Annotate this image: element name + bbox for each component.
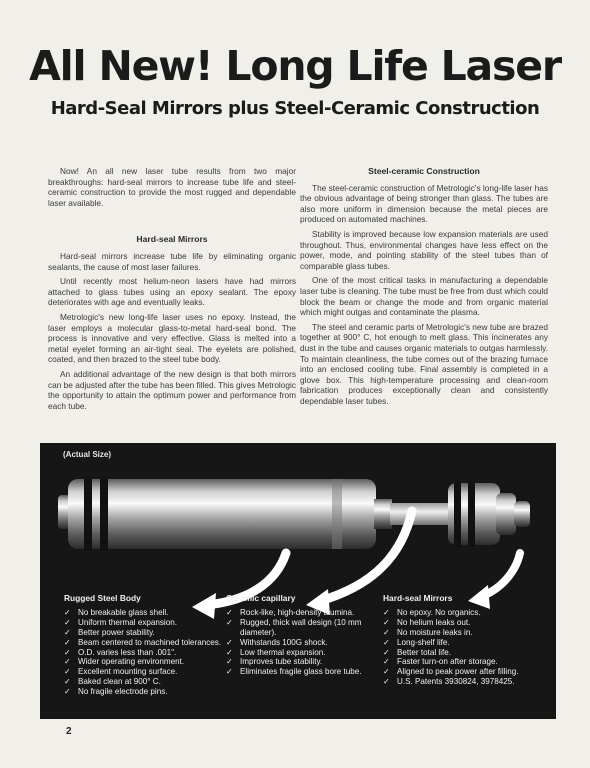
body-paragraph: The steel and ceramic parts of Metrologic's new tube are brazed together at 900° C, hot enough to melt glass. This incinerates any dust in the tube and causes organic materials to outgas harmlessly. To maintain cleanliness, the tube comes out of the brazing furnace into an enclosed cooling tube. Final assembly is completed in a glove box. This high-temperature processing and clean-room fabrication produces exceptionally clean and consistently dependable laser tubes. [300, 321, 548, 406]
checkmark-icon: ✓ [226, 647, 233, 657]
feature-item: ✓ Improves tube stability. [226, 657, 323, 667]
feature-item: ✓ No breakable glass shell. [64, 607, 169, 617]
checkmark-icon: ✓ [64, 607, 71, 617]
checkmark-icon: ✓ [64, 677, 71, 687]
checkmark-icon: ✓ [383, 647, 390, 657]
checkmark-icon: ✓ [383, 627, 390, 637]
feature-item: ✓ No moisture leaks in. [383, 627, 473, 637]
feature-item: ✓ Eliminates fragile glass bore tube. [226, 667, 362, 677]
page-number: 2 [66, 726, 72, 737]
checkmark-icon: ✓ [383, 637, 390, 647]
feature-item: ✓ Long-shelf life. [383, 637, 450, 647]
body-paragraph: One of the most critical tasks in manufacturing a dependable laser tube is cleaning. The tube must be free from dust which could block the beam or change the mode and from organic material which might outgas and contaminate the plasma. [300, 275, 548, 318]
checkmark-icon: ✓ [64, 687, 71, 697]
feature-title: Ceramic capillary [226, 593, 296, 603]
checkmark-icon: ✓ [383, 607, 390, 617]
feature-ceramic-capillary [226, 594, 376, 677]
feature-item: ✓ Better total life. [383, 647, 451, 657]
feature-title: Rugged Steel Body [64, 593, 141, 603]
feature-item: ✓ Excellent mounting surface. [64, 667, 178, 677]
right-column [300, 166, 548, 410]
steel-ceramic-heading: Steel-ceramic Construction [368, 166, 480, 176]
actual-size-caption: (Actual Size) [63, 450, 112, 459]
page-subtitle: Hard-Seal Mirrors plus Steel-Ceramic Construction [50, 98, 540, 119]
checkmark-icon: ✓ [64, 637, 71, 647]
checkmark-icon: ✓ [64, 627, 71, 637]
intro-paragraph: Now! An all new laser tube results from two major breakthroughs: hard-seal mirrors to increase tube life and steel-ceramic construction to provide the most rugged and dependable laser available. [48, 166, 296, 208]
laser-tube-photo [40, 443, 556, 719]
feature-item: ✓ No epoxy. No organics. [383, 607, 481, 617]
body-paragraph: Stability is improved because low expansion materials are used throughout. Thus, environmental changes have less effect on the power, mode, and pointing stability of the steel tubes than of comparable glass tubes. [300, 228, 548, 271]
checkmark-icon: ✓ [64, 647, 71, 657]
checkmark-icon: ✓ [64, 617, 71, 627]
checkmark-icon: ✓ [383, 657, 390, 667]
checkmark-icon: ✓ [226, 607, 233, 617]
feature-item: ✓ Uniform thermal expansion. [64, 617, 177, 627]
page-title: All New! Long Life Laser [29, 42, 561, 90]
left-column [48, 166, 296, 415]
feature-item: ✓ Rugged, thick wall design (10 mm diameter). [226, 617, 362, 637]
feature-item: ✓ Baked clean at 900° C. [64, 677, 161, 687]
feature-item: ✓ No helium leaks out. [383, 617, 471, 627]
checkmark-icon: ✓ [64, 667, 71, 677]
body-paragraph: Metrologic's new long-life laser uses no epoxy. Instead, the laser employs a molecular glass-to-metal hard-seal bond. The process is innovative and very effective. Glass is melted into a metal eyelet forming an air-tight seal. The eyelets are polished, coated, and then brazed to the steel tube body. [48, 311, 296, 365]
body-paragraph: Until recently most helium-neon lasers have had mirrors attached to glass tubes using an epoxy sealant. The epoxy deteriorates with age and eventually leaks. [48, 276, 296, 308]
hard-seal-heading: Hard-seal Mirrors [136, 234, 208, 245]
body-paragraph: Hard-seal mirrors increase tube life by eliminating organic sealants, the cause of most laser failures. [48, 250, 296, 272]
feature-item: ✓ Beam centered to machined tolerances. [64, 637, 222, 647]
feature-item: ✓ Better power stability. [64, 627, 155, 637]
feature-item: ✓ Faster turn-on after storage. [383, 657, 498, 667]
feature-item: ✓ U.S. Patents 3930824, 3978425. [383, 677, 515, 687]
body-paragraph: An additional advantage of the new design is that both mirrors can be adjusted after the tube has been filled. This gives Metrologic the opportunity to attain the optimum power and performance from each tube. [48, 368, 296, 411]
feature-rugged-steel-body [64, 594, 234, 697]
feature-item: ✓ Aligned to peak power after filling. [383, 667, 519, 677]
feature-item: ✓ No fragile electrode pins. [64, 687, 168, 697]
checkmark-icon: ✓ [383, 617, 390, 627]
checkmark-icon: ✓ [64, 657, 71, 667]
feature-item: ✓ Wider operating environment. [64, 657, 185, 667]
checkmark-icon: ✓ [226, 617, 233, 627]
feature-item: ✓ O.D. varies less than .001". [64, 647, 177, 657]
checkmark-icon: ✓ [383, 677, 390, 687]
checkmark-icon: ✓ [226, 657, 233, 667]
checkmark-icon: ✓ [226, 637, 233, 647]
feature-hard-seal-mirrors [383, 594, 553, 687]
feature-item: ✓ Withstands 100G shock. [226, 637, 328, 647]
checkmark-icon: ✓ [383, 667, 390, 677]
body-paragraph: The steel-ceramic construction of Metrologic's long-life laser has the obvious advantage of being stronger than glass. The tubes are also more uniform in dimension because the metal pieces are produced on automated machines. [300, 182, 548, 225]
feature-item: ✓ Rock-like, high-density alumina. [226, 607, 355, 617]
checkmark-icon: ✓ [226, 667, 233, 677]
feature-item: ✓ Low thermal expansion. [226, 647, 326, 657]
feature-title: Hard-seal Mirrors [383, 593, 453, 603]
